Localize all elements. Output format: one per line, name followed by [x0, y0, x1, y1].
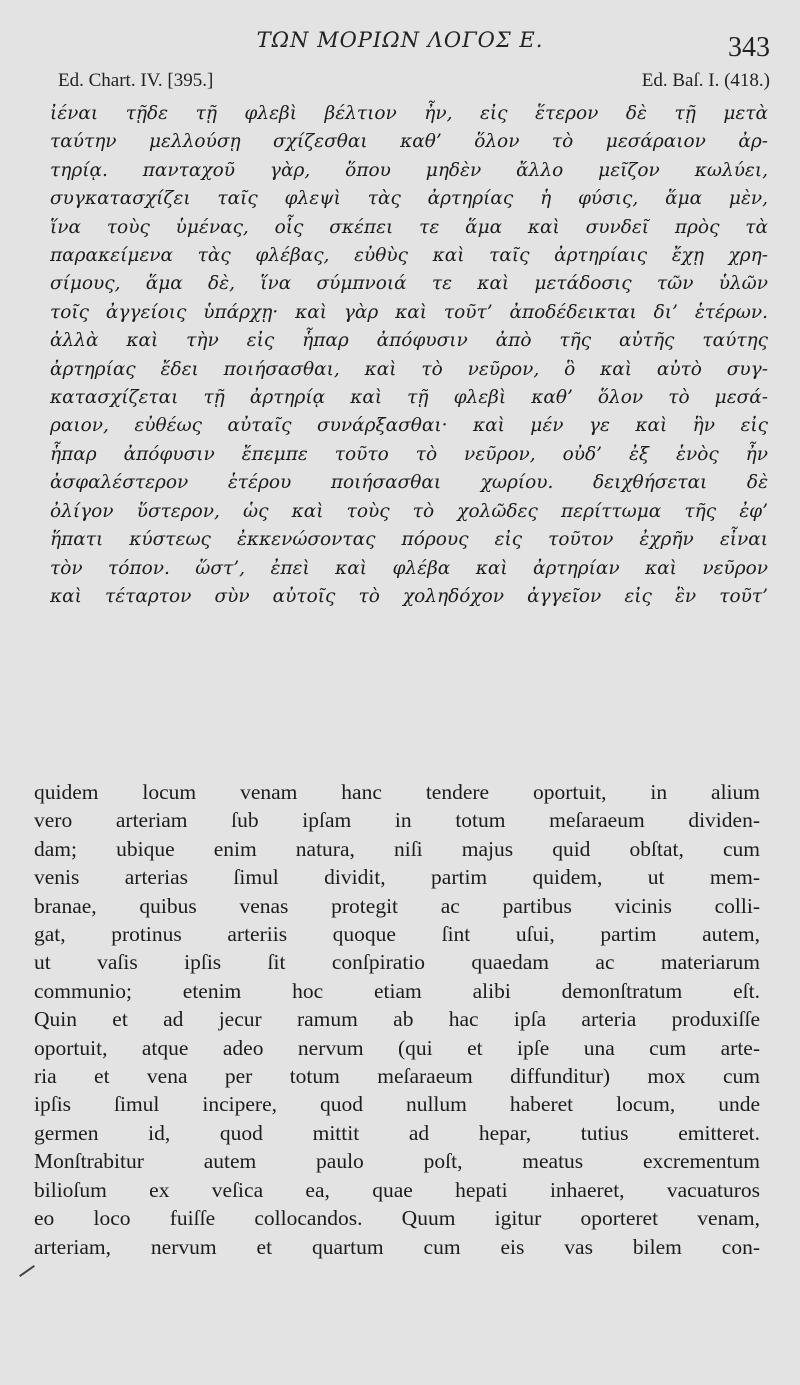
- latin-line: quidem locum venam hanc tendere oportuit, in alium: [34, 780, 760, 804]
- latin-line: ipſis ſimul incipere, quod nullum haberet locum, unde: [34, 1092, 760, 1117]
- greek-text-block: [50, 100, 768, 611]
- latin-line: arteriam, nervum et quartum cum eis vas bilem con-: [34, 1234, 760, 1259]
- latin-line: oportuit, atque adeo nervum (qui et ipſe una cum arte-: [34, 1035, 760, 1060]
- latin-line: Monſtrabitur autem paulo poſt, meatus excrementum: [34, 1149, 760, 1174]
- latin-line: ut vaſis ipſis ſit conſpiratio quaedam ac materiarum: [34, 950, 760, 975]
- latin-line: bilioſum ex veſica ea, quae hepati inhaeret, vacuaturos: [34, 1177, 760, 1202]
- greek-line: τοῖς ἀγγείοις ὑπάρχῃ· καὶ γὰρ καὶ τοῦτ’ ἀποδέδεικται δι’ ἑτέρων.: [50, 301, 768, 323]
- greek-line: ταύτην μελλούσῃ σχίζεσθαι καθ’ ὅλον τὸ μεσάραιον ἀρ-: [50, 131, 768, 153]
- latin-line: dam; ubique enim natura, niſi majus quid obſtat, cum: [34, 836, 760, 861]
- edition-line: [58, 70, 770, 98]
- greek-line: σίμους, ἅμα δὲ, ἵνα σύμπνοιά τε καὶ μετάδοσις τῶν ὑλῶν: [50, 273, 768, 295]
- greek-line: τὸν τόπον. ὥστ’, ἐπεὶ καὶ φλέβα καὶ ἀρτηρίαν καὶ νεῦρον: [50, 557, 768, 579]
- latin-line: branae, quibus venas protegit ac partibus vicinis colli-: [34, 893, 760, 918]
- running-title: ΤΩΝ ΜΟΡΙΩΝ ΛΟΓΟΣ Ε.: [256, 28, 544, 52]
- greek-line: ἰέναι τῇδε τῇ φλεβὶ βέλτιον ἦν, εἰς ἕτερον δὲ τῇ μετὰ: [50, 103, 768, 124]
- margin-pen-mark: [19, 1265, 35, 1277]
- page-number: 343: [728, 32, 770, 63]
- edition-basel: Ed. Baſ. I. (418.): [641, 70, 770, 91]
- greek-line: τηρίᾳ. πανταχοῦ γὰρ, ὅπου μηδὲν ἄλλο μεῖζον κωλύει,: [50, 159, 768, 181]
- greek-line: κατασχίζεται τῇ ἀρτηρίᾳ καὶ τῇ φλεβὶ καθ’ ὅλον τὸ μεσά-: [50, 387, 768, 409]
- latin-line: eo loco fuiſſe collocandos. Quum igitur oporteret venam,: [34, 1206, 760, 1231]
- latin-line: Quin et ad jecur ramum ab hac ipſa arteria produxiſſe: [34, 1007, 760, 1032]
- latin-line: communio; etenim hoc etiam alibi demonſtratum eſt.: [34, 978, 760, 1003]
- latin-line: germen id, quod mittit ad hepar, tutius emitteret.: [34, 1120, 760, 1145]
- greek-line: καὶ τέταρτον σὺν αὐτοῖς τὸ χοληδόχον ἀγγεῖον εἰς ἓν τοῦτ’: [50, 585, 768, 607]
- latin-line: venis arterias ſimul dividit, partim quidem, ut mem-: [34, 865, 760, 890]
- latin-line: gat, protinus arteriis quoque ſint uſui, partim autem,: [34, 922, 760, 947]
- greek-line: ἀσφαλέστερον ἑτέρου ποιήσασθαι χωρίου. δειχθήσεται δὲ: [50, 472, 768, 494]
- greek-line: ἥπατι κύστεως ἐκκενώσοντας πόρους εἰς τοῦτον ἐχρῆν εἶναι: [50, 529, 768, 551]
- greek-line: ἀλλὰ καὶ τὴν εἰς ἧπαρ ἀπόφυσιν ἀπὸ τῆς αὐτῆς ταύτης: [50, 330, 768, 352]
- greek-line: συγκατασχίζει ταῖς φλεψὶ τὰς ἀρτηρίας ἡ φύσις, ἅμα μὲν,: [50, 188, 768, 210]
- greek-line: ραιον, εὐθέως αὐταῖς συνάρξασθαι· καὶ μέν γε καὶ ἣν εἰς: [50, 415, 768, 437]
- greek-line: ὀλίγον ὕστερον, ὡς καὶ τοὺς τὸ χολῶδες περίττωμα τῆς ἐφ’: [50, 500, 768, 522]
- greek-line: παρακείμενα τὰς φλέβας, εὐθὺς καὶ ταῖς ἀρτηρίαις ἔχῃ χρη-: [50, 245, 768, 267]
- latin-line: vero arteriam ſub ipſam in totum meſaraeum dividen-: [34, 808, 760, 833]
- running-head: [0, 28, 800, 68]
- edition-chartier: Ed. Chart. IV. [395.]: [58, 70, 214, 91]
- greek-line: ἀρτηρίας ἔδει ποιήσασθαι, καὶ τὸ νεῦρον, ὃ καὶ αὐτὸ συγ-: [50, 358, 768, 380]
- latin-text-block: [34, 778, 760, 1261]
- greek-line: ἵνα τοὺς ὑμένας, οἷς σκέπει τε ἅμα καὶ συνδεῖ πρὸς τὰ: [50, 216, 768, 238]
- greek-line: ἧπαρ ἀπόφυσιν ἔπεμπε τοῦτο τὸ νεῦρον, οὐδ’ ἐξ ἑνὸς ἦν: [50, 443, 768, 465]
- latin-line: ria et vena per totum meſaraeum diffunditur) mox cum: [34, 1064, 760, 1089]
